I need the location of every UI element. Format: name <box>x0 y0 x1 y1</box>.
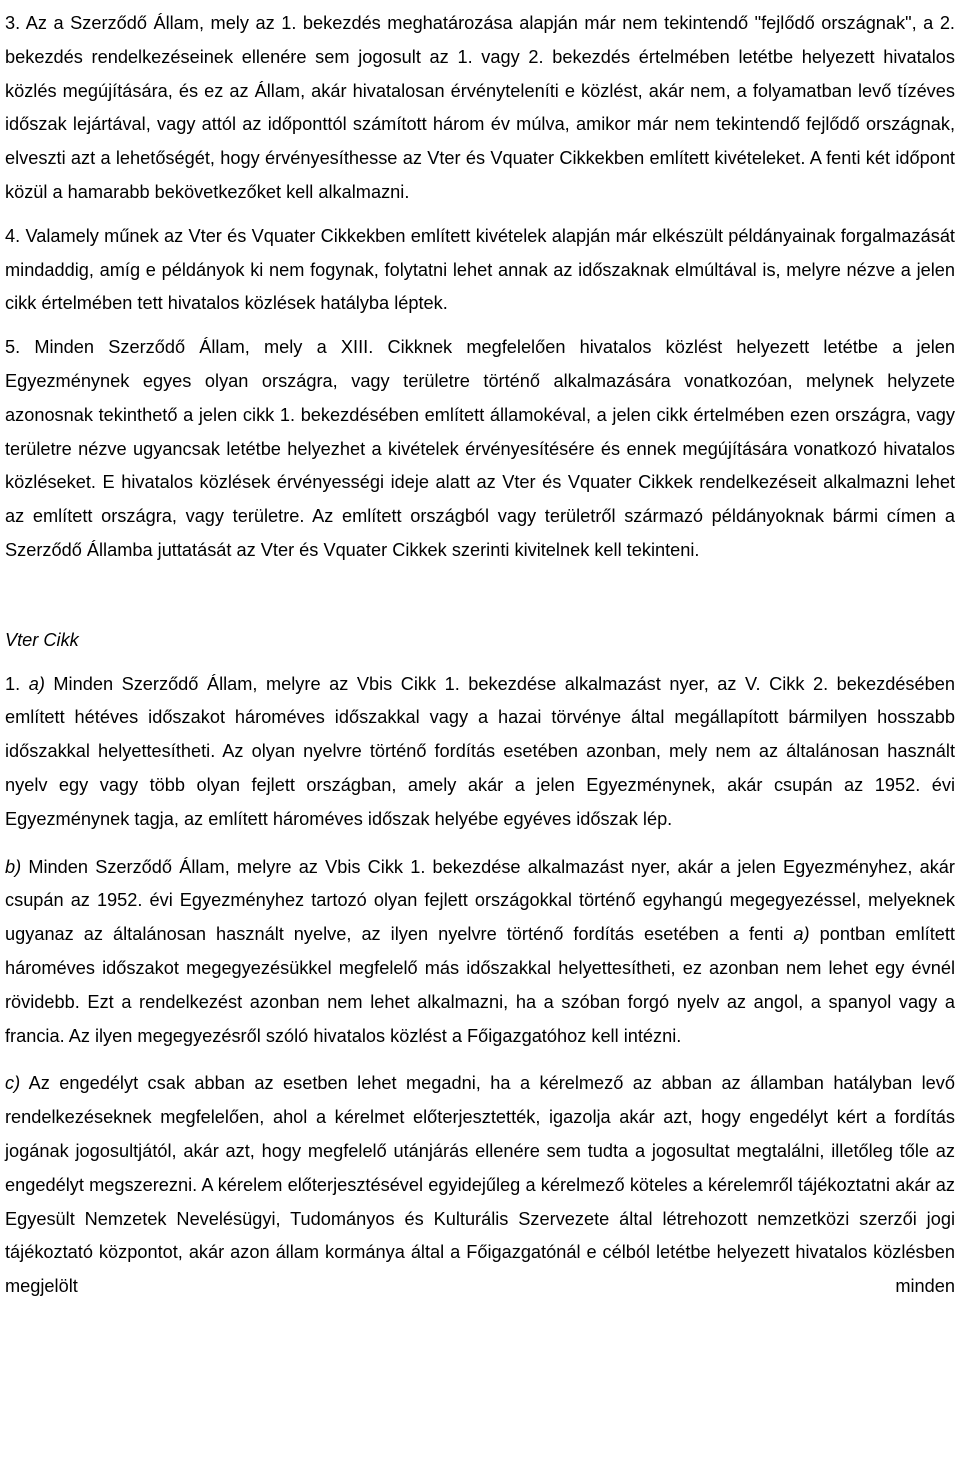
paragraph-3: 3. Az a Szerződő Állam, mely az 1. bekezdés meghatározása alapján már nem tekintendő "fejlődő országnak", a 2. bekezdés rendelkezéseinek ellenére sem jogosult az 1. vagy 2. bekezdés értelmében letétbe helyezett hivatalos közlés megújítására, és ez az Állam, akár hivatalosan érvényteleníti e közlést, akár nem, a folyamatban levő tízéves időszak lejártával, vagy attól az időponttól számított három év múlva, amikor már nem tekintendő fejlődő országnak, elveszti azt a lehetőségét, hogy érvényesíthesse az Vter és Vquater Cikkekben említett kivételeket. A fenti két időpont közül a hamarabb bekövetkezőket kell alkalmazni. <box>5 13 955 202</box>
paragraph-1c <box>5 1067 955 1304</box>
paragraph-1-number: 1. <box>5 673 21 694</box>
point-b-text-1: Minden Szerződő Állam, melyre az Vbis Cikk 1. bekezdése alkalmazást nyer, akár a jelen Egyezményhez, akár csupán az 1952. évi Egyezményhez tartozó olyan fejlett országokkal történő egyhangú megegyezéssel, melyeknek ugyanaz az általánosan használt nyelve, az ilyen nyelvre történő fordítás esetében a fenti <box>5 856 955 945</box>
paragraph-1b <box>5 851 955 1054</box>
point-c-text: Az engedélyt csak abban az esetben lehet megadni, ha a kérelmező az abban az államban hatályban levő rendelkezéseknek megfelelően, ahol a kérelmet előterjesztették, igazolja akár azt, hogy engedélyt kért a fordítás jogának jogosultjától, akár azt, hogy megfelelő utánjárás ellenére sem tudta a jogosultat megtalálni, illetőleg tőle az engedélyt megszerezni. A kérelem előterjesztésével egyidejűleg a kérelmező köteles a kérelemről tájékoztatni akár az Egyesült Nemzetek Nevelésügyi, Tudományos és Kulturális Szervezete által létrehozott nemzetközi szerzői jogi tájékoztató központot, akár azon állam kormánya által a Főigazgatónál e célból letétbe helyezett hivatalos közlésben megjelölt minden <box>5 1073 955 1297</box>
point-c-label: c) <box>5 1073 21 1094</box>
point-b-text-2: pontban említett hároméves időszakot megegyezésükkel megfelelő más időszakkal helyettesítheti, ez azonban nem lehet egy évnél rövidebb. Ezt a rendelkezést azonban nem lehet alkalmazni, ha a szóban forgó nyelv az angol, a spanyol vagy a francia. Az ilyen megegyezésről szóló hivatalos közlést a Főigazgatóhoz kell intézni. <box>5 924 955 1046</box>
paragraph-5: 5. Minden Szerződő Állam, mely a XIII. Cikknek megfelelően hivatalos közlést helyezett letétbe a jelen Egyezménynek egyes olyan országra, vagy területre történő alkalmazására vonatkozóan, melynek helyzete azonosnak tekinthető a jelen cikk 1. bekezdésében említett államokéval, a jelen cikk értelmében ezen országra, vagy területre nézve ugyancsak letétbe helyezhet a kivételek érvényesítésére és ennek megújítására vonatkozó hivatalos közléseket. E hivatalos közlések érvényességi ideje alatt az Vter és Vquater Cikkek rendelkezéseit alkalmazni lehet az említett országra, vagy területre. Az említett országból vagy területről származó példányoknak bármi címen a Szerződő Államba juttatását az Vter és Vquater Cikkek szerinti kivitelnek kell tekinteni. <box>5 337 955 560</box>
document-page <box>5 0 955 1304</box>
section-heading-vter: Vter Cikk <box>5 629 79 650</box>
point-b-label: b) <box>5 856 22 877</box>
paragraph-1a <box>5 668 955 837</box>
point-a-label: a) <box>28 673 45 694</box>
point-a-text: Minden Szerződő Állam, melyre az Vbis Cikk 1. bekezdése alkalmazást nyer, az V. Cikk 2. bekezdésében említett hétéves időszakot hároméves időszakkal vagy a hazai törvénye által megállapított bármilyen hosszabb időszakkal helyettesítheti. Az olyan nyelvre történő fordítás esetében azonban, mely nem az általánosan használt nyelv egy vagy több olyan fejlett országban, amely akár a jelen Egyezménynek, akár csupán az 1952. évi Egyezménynek tagja, az említett hároméves időszak helyébe egyéves időszak lép. <box>5 673 955 829</box>
point-b-reference: a) <box>793 924 810 945</box>
paragraph-4: 4. Valamely műnek az Vter és Vquater Cikkekben említett kivételek alapján már elkészült példányainak forgalmazását mindaddig, amíg e példányok ki nem fogynak, folytatni lehet annak az időszaknak elmúltával is, melyre nézve a jelen cikk értelmében tett hivatalos közlések hatályba léptek. <box>5 225 955 314</box>
